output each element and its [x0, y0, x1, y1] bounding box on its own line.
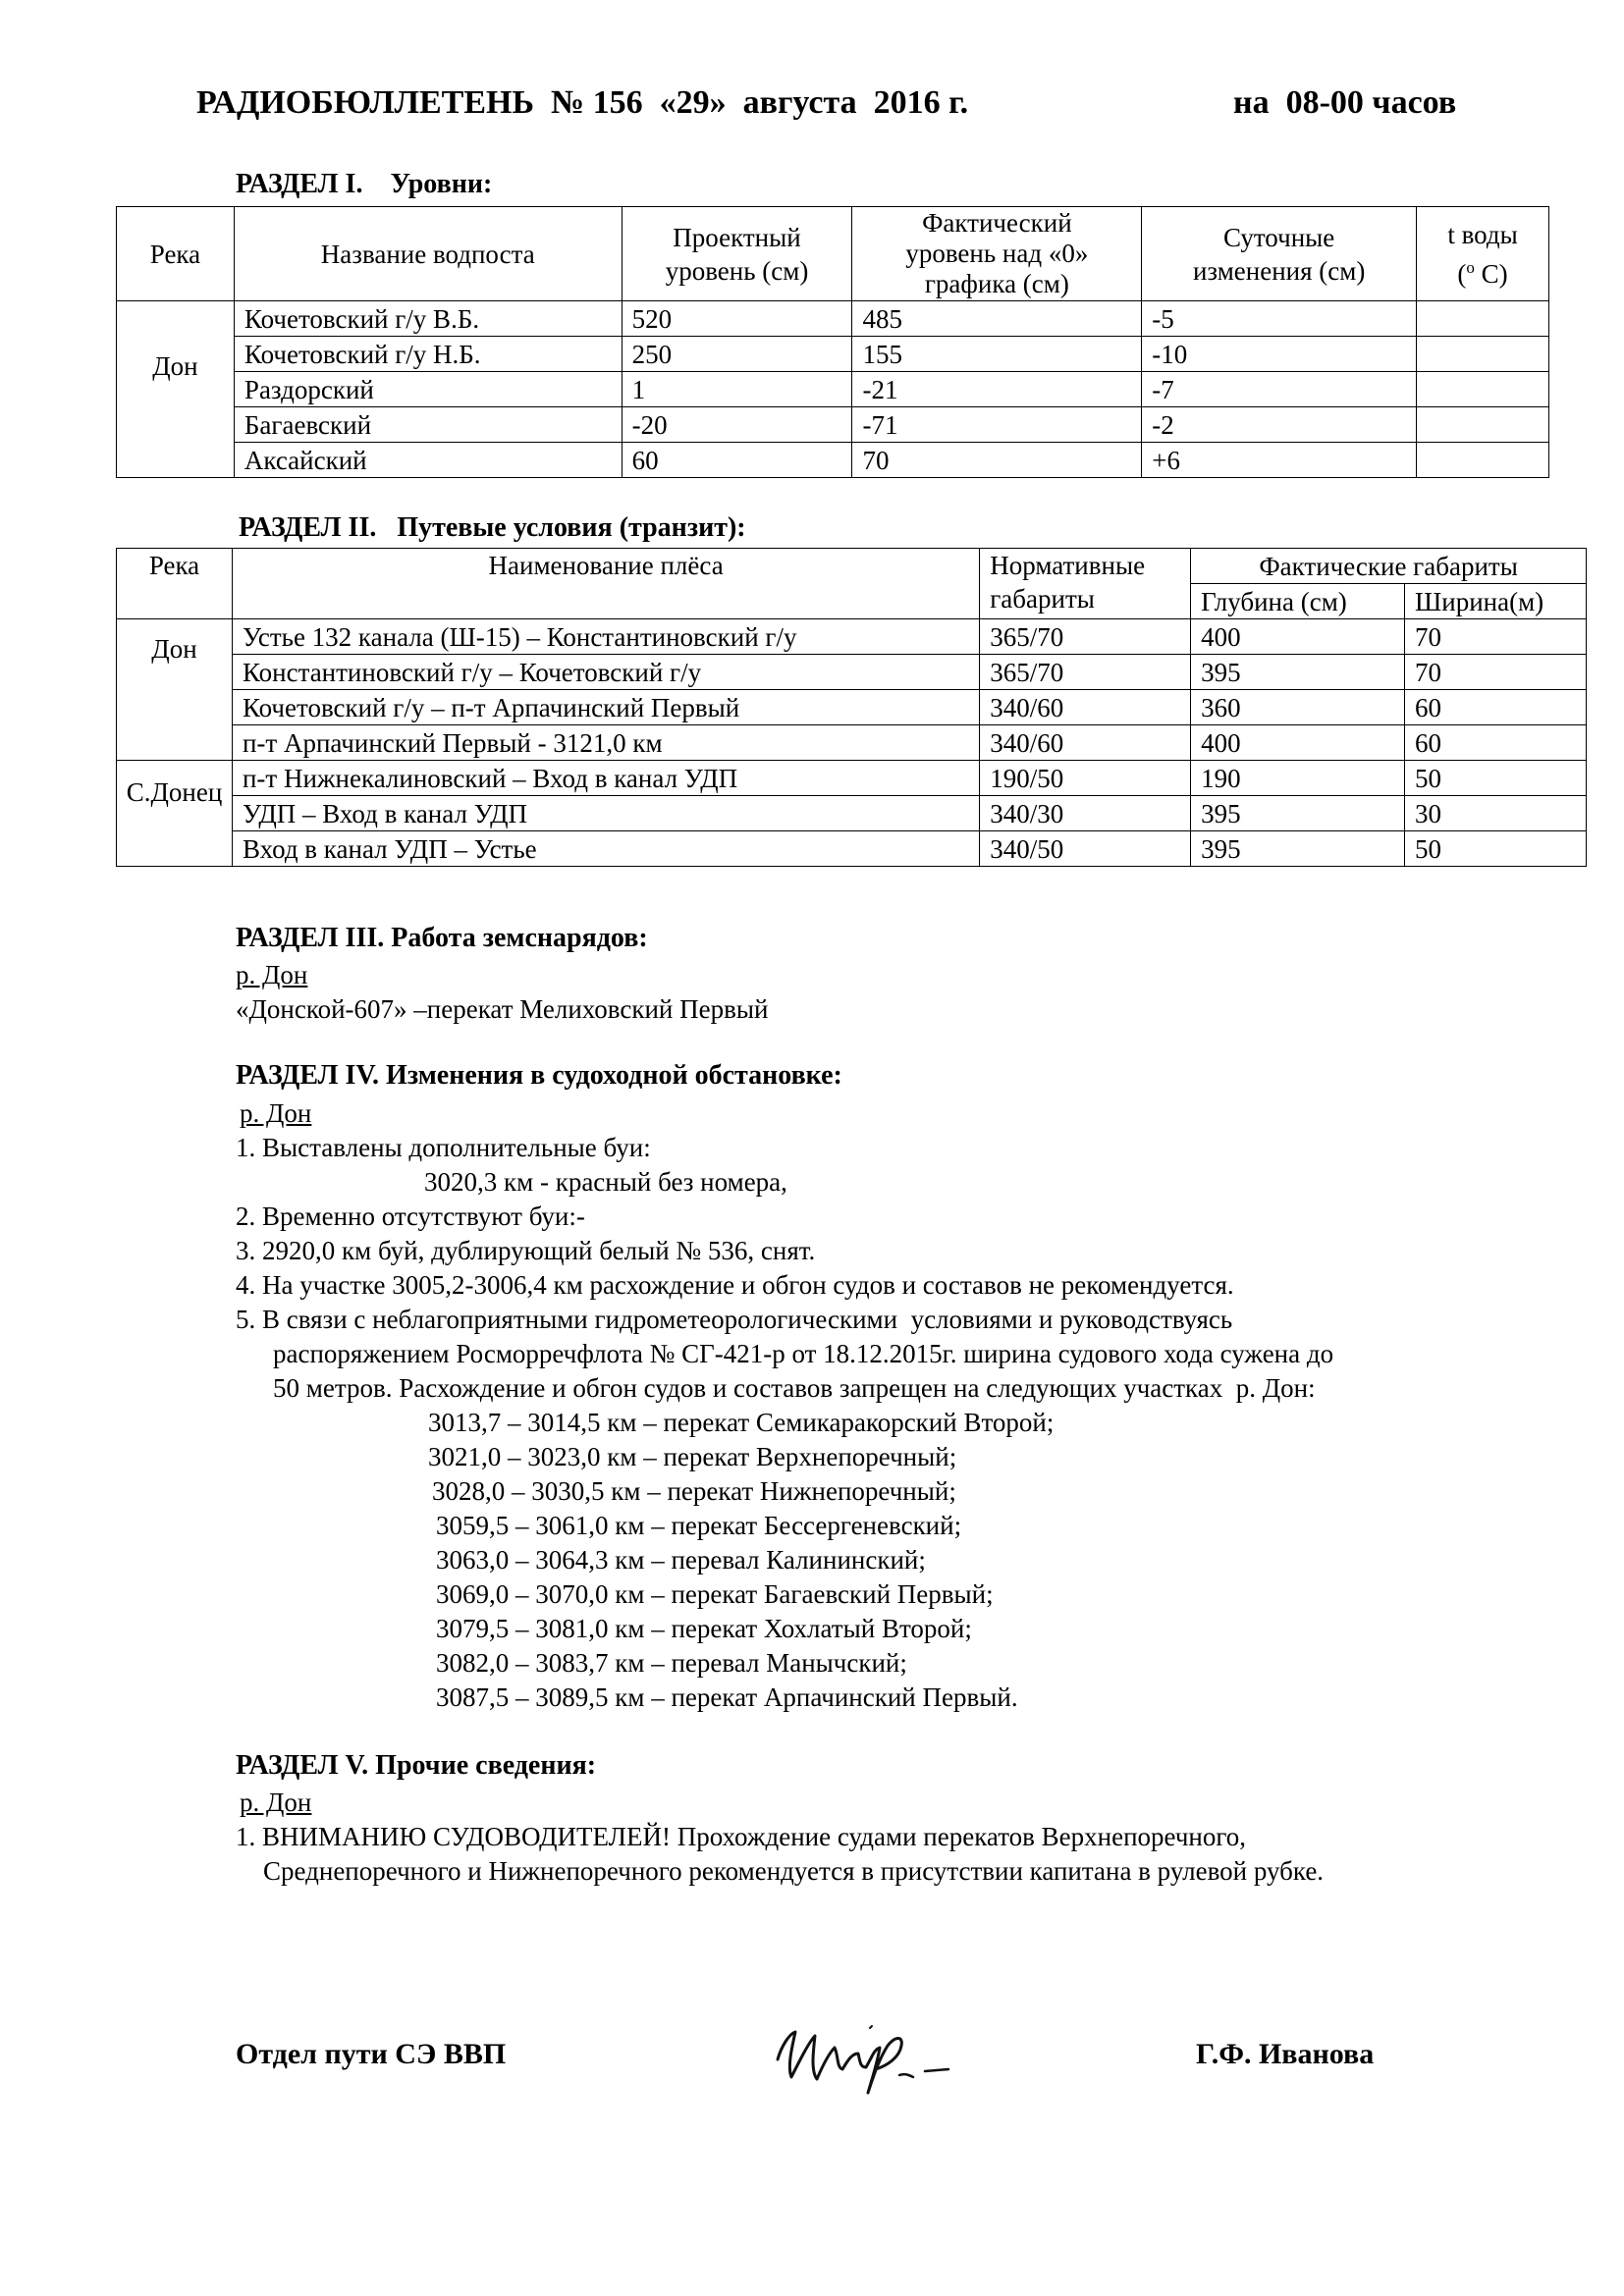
design-level: 60: [622, 443, 852, 478]
actual-depth: 400: [1191, 725, 1405, 761]
norm-dimensions: 340/60: [980, 690, 1191, 725]
section4-item5-line1: 5. В связи с неблагоприятными гидрометеорологическими условиями и руководствуясь: [236, 1305, 1233, 1334]
section4-item4: 4. На участке 3005,2-3006,4 км расхождение и обгон судов и составов не рекомендуется.: [236, 1270, 1234, 1300]
table-row: [117, 407, 1549, 443]
col-reach: Наименование плёса: [232, 549, 979, 619]
river-s-donets: С.Донец: [117, 761, 233, 867]
section3-heading: РАЗДЕЛ III. Работа земснарядов:: [236, 923, 648, 953]
water-temp: [1417, 407, 1549, 443]
norm-dimensions: 365/70: [980, 655, 1191, 690]
section4-item5-line3: 50 метров. Расхождение и обгон судов и составов запрещен на следующих участках р. Дон:: [273, 1373, 1316, 1403]
actual-depth: 395: [1191, 655, 1405, 690]
section5-heading: РАЗДЕЛ V. Прочие сведения:: [236, 1750, 597, 1781]
section3-dredger: «Донской-607» –перекат Мелиховский Первый: [236, 994, 769, 1024]
section4-item1-detail: 3020,3 км - красный без номера,: [424, 1167, 787, 1197]
actual-level: 70: [852, 443, 1142, 478]
station-name: Аксайский: [234, 443, 622, 478]
col-design-level: Проектный уровень (см): [622, 207, 852, 301]
bulletin-time: на 08-00 часов: [1233, 84, 1457, 121]
signature: [766, 2002, 1001, 2110]
table-row: [117, 761, 1587, 796]
daily-change: +6: [1142, 443, 1417, 478]
actual-level: -21: [852, 372, 1142, 407]
water-temp: [1417, 443, 1549, 478]
station-name: Кочетовский г/у Н.Б.: [234, 337, 622, 372]
norm-dimensions: 340/50: [980, 831, 1191, 867]
col-river: Река: [117, 207, 235, 301]
actual-width: 50: [1405, 831, 1587, 867]
section1-heading: РАЗДЕЛ I. Уровни:: [236, 169, 493, 199]
table-row: [117, 725, 1587, 761]
restricted-stretch: 3063,0 – 3064,3 км – перевал Калининский;: [436, 1545, 926, 1575]
station-name: Раздорский: [234, 372, 622, 407]
table-row: [117, 655, 1587, 690]
daily-change: -2: [1142, 407, 1417, 443]
section4-item2: 2. Временно отсутствуют буи:-: [236, 1201, 585, 1231]
station-name: Багаевский: [234, 407, 622, 443]
signer-name: Г.Ф. Иванова: [1196, 2038, 1375, 2070]
table-row: [117, 372, 1549, 407]
reach-name: Вход в канал УДП – Устье: [232, 831, 979, 867]
section3-river: р. Дон: [236, 960, 308, 989]
station-name: Кочетовский г/у В.Б.: [234, 301, 622, 337]
water-temp: [1417, 301, 1549, 337]
reach-name: п-т Арпачинский Первый - 3121,0 км: [232, 725, 979, 761]
actual-level: -71: [852, 407, 1142, 443]
table-row: [117, 831, 1587, 867]
actual-width: 60: [1405, 690, 1587, 725]
section4-item5-line2: распоряжением Росморречфлота № СГ-421-р от 18.12.2015г. ширина судового хода сужена до: [273, 1339, 1334, 1368]
actual-level: 155: [852, 337, 1142, 372]
section2-heading: РАЗДЕЛ II. Путевые условия (транзит):: [239, 512, 746, 543]
table-row: [117, 337, 1549, 372]
actual-width: 30: [1405, 796, 1587, 831]
actual-width: 60: [1405, 725, 1587, 761]
col-water-temp: t воды ($^o$ С): [1417, 207, 1549, 301]
restricted-stretch: 3079,5 – 3081,0 км – перекат Хохлатый Второй;: [436, 1614, 972, 1643]
levels-table: [116, 206, 1549, 478]
actual-width: 70: [1405, 619, 1587, 655]
actual-depth: 190: [1191, 761, 1405, 796]
col-daily-change: Суточные изменения (см): [1142, 207, 1417, 301]
col-station: Название водпоста: [234, 207, 622, 301]
section4-item3: 3. 2920,0 км буй, дублирующий белый № 536, снят.: [236, 1236, 816, 1265]
actual-depth: 360: [1191, 690, 1405, 725]
daily-change: -10: [1142, 337, 1417, 372]
norm-dimensions: 190/50: [980, 761, 1191, 796]
actual-depth: 395: [1191, 831, 1405, 867]
restricted-stretch: 3082,0 – 3083,7 км – перевал Манычский;: [436, 1648, 907, 1678]
daily-change: -7: [1142, 372, 1417, 407]
reach-name: УДП – Вход в канал УДП: [232, 796, 979, 831]
table-row: [117, 443, 1549, 478]
restricted-stretch: 3059,5 – 3061,0 км – перекат Бессергеневский;: [436, 1511, 962, 1540]
design-level: 250: [622, 337, 852, 372]
section4-item1: 1. Выставлены дополнительные буи:: [236, 1133, 651, 1162]
col-width: Ширина(м): [1405, 584, 1587, 619]
river-don: Дон: [117, 619, 233, 761]
restricted-stretch: 3028,0 – 3030,5 км – перекат Нижнепоречный;: [432, 1476, 956, 1506]
reach-name: Устье 132 канала (Ш-15) – Константиновский г/у: [232, 619, 979, 655]
water-temp: [1417, 337, 1549, 372]
restricted-stretch: 3021,0 – 3023,0 км – перекат Верхнепоречный;: [428, 1442, 957, 1471]
col-actual-dimensions: Фактические габариты: [1191, 549, 1587, 584]
actual-width: 70: [1405, 655, 1587, 690]
bulletin-title: РАДИОБЮЛЛЕТЕНЬ № 156 «29» августа 2016 г.: [196, 84, 969, 121]
col-actual-level: Фактический уровень над «0» графика (см): [852, 207, 1142, 301]
section4-heading: РАЗДЕЛ IV. Изменения в судоходной обстановке:: [236, 1060, 842, 1091]
section4-river: р. Дон: [240, 1098, 312, 1128]
table-row: [117, 690, 1587, 725]
table-row: [117, 301, 1549, 337]
daily-change: -5: [1142, 301, 1417, 337]
actual-depth: 395: [1191, 796, 1405, 831]
section5-item1-line1: 1. ВНИМАНИЮ СУДОВОДИТЕЛЕЙ! Прохождение судами перекатов Верхнепоречного,: [236, 1822, 1247, 1851]
norm-dimensions: 365/70: [980, 619, 1191, 655]
section5-item1-line2: Среднепоречного и Нижнепоречного рекомендуется в присутствии капитана в рулевой рубке.: [263, 1856, 1325, 1886]
norm-dimensions: 340/30: [980, 796, 1191, 831]
restricted-stretch: 3087,5 – 3089,5 км – перекат Арпачинский Первый.: [436, 1682, 1018, 1712]
col-river: Река: [117, 549, 233, 619]
department-name: Отдел пути СЭ ВВП: [236, 2038, 507, 2070]
reach-name: Кочетовский г/у – п-т Арпачинский Первый: [232, 690, 979, 725]
reach-name: п-т Нижнекалиновский – Вход в канал УДП: [232, 761, 979, 796]
design-level: -20: [622, 407, 852, 443]
transit-table: [116, 548, 1587, 867]
restricted-stretch: 3013,7 – 3014,5 км – перекат Семикаракорский Второй;: [428, 1408, 1055, 1437]
river-don: Дон: [117, 301, 235, 478]
design-level: 520: [622, 301, 852, 337]
restricted-stretch: 3069,0 – 3070,0 км – перекат Багаевский Первый;: [436, 1579, 994, 1609]
col-depth: Глубина (см): [1191, 584, 1405, 619]
table-row: [117, 619, 1587, 655]
water-temp: [1417, 372, 1549, 407]
actual-depth: 400: [1191, 619, 1405, 655]
norm-dimensions: 340/60: [980, 725, 1191, 761]
actual-level: 485: [852, 301, 1142, 337]
col-norm-dimensions: Нормативные габариты: [980, 549, 1191, 619]
levels-header-row: [117, 207, 1549, 301]
table-row: [117, 796, 1587, 831]
design-level: 1: [622, 372, 852, 407]
section5-river: р. Дон: [240, 1788, 312, 1817]
reach-name: Константиновский г/у – Кочетовский г/у: [232, 655, 979, 690]
transit-header-row: [117, 549, 1587, 584]
actual-width: 50: [1405, 761, 1587, 796]
